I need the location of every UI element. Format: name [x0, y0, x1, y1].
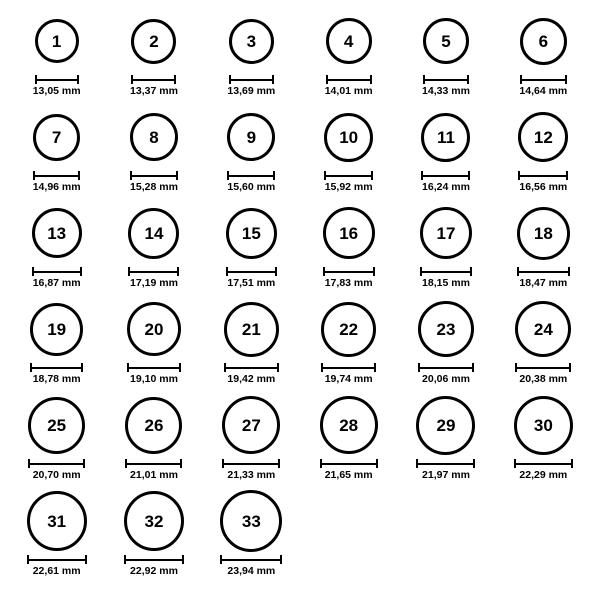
measure-tick-left: [227, 171, 229, 180]
measure-tick-right: [371, 171, 373, 180]
ring-diameter-label: 19,74 mm: [324, 373, 373, 385]
measure-bar-icon: [514, 459, 573, 468]
ring-circle-icon: [222, 396, 280, 454]
ring-diameter-label: 19,42 mm: [227, 373, 276, 385]
measure-line: [35, 79, 79, 81]
ring-circle-wrapper: [224, 298, 279, 360]
measure-line: [226, 271, 277, 273]
measure-tick-left: [416, 459, 418, 468]
measure-bar-icon: [30, 363, 83, 372]
ring-circle-wrapper: [418, 298, 474, 360]
measure-tick-right: [177, 267, 179, 276]
ring-circle-icon: [326, 18, 372, 64]
measure-tick-left: [518, 171, 520, 180]
ring-diameter-label: 17,19 mm: [130, 277, 178, 289]
measure-line: [33, 175, 80, 177]
measure-tick-right: [467, 75, 469, 84]
ring-circle-wrapper: [518, 106, 568, 168]
measure-bar-icon: [224, 363, 279, 372]
ring-circle-wrapper: [421, 106, 470, 168]
ring-circle-wrapper: [35, 10, 79, 72]
ring-circle-icon: [514, 396, 573, 455]
measure-tick-right: [473, 459, 475, 468]
measure-tick-right: [376, 459, 378, 468]
ring-circle-icon: [32, 208, 82, 258]
ring-circle-icon: [224, 302, 279, 357]
ring-size-label: 10: [339, 127, 359, 147]
ring-size-cell: [8, 298, 105, 394]
ring-circle-icon: [518, 112, 568, 162]
ring-size-label: 11: [436, 127, 455, 147]
measure-tick-right: [176, 171, 178, 180]
ring-diameter-label: 19,10 mm: [130, 373, 178, 385]
measure-tick-left: [224, 363, 226, 372]
ring-circle-wrapper: [323, 202, 375, 264]
measure-bar-icon: [222, 459, 280, 468]
measure-line: [518, 175, 568, 177]
measure-bar-icon: [127, 363, 181, 372]
measure-line: [32, 271, 82, 273]
measure-bar-icon: [323, 267, 375, 276]
ring-circle-icon: [125, 397, 182, 454]
ring-circle-icon: [416, 396, 475, 455]
measure-tick-right: [373, 267, 375, 276]
measure-tick-left: [421, 171, 423, 180]
measure-tick-left: [125, 459, 127, 468]
measure-line: [229, 79, 274, 81]
ring-circle-wrapper: [27, 490, 87, 552]
measure-tick-left: [321, 363, 323, 372]
measure-bar-icon: [226, 267, 277, 276]
measure-line: [320, 463, 378, 465]
measure-line: [418, 367, 474, 369]
measure-line: [321, 367, 376, 369]
ring-size-label: 26: [144, 415, 164, 435]
ring-diameter-label: 22,29 mm: [519, 469, 568, 481]
ring-size-label: 15: [241, 223, 261, 243]
measure-line: [520, 79, 567, 81]
measure-tick-left: [420, 267, 422, 276]
ring-size-cell: [8, 106, 105, 202]
measure-bar-icon: [520, 75, 567, 84]
ring-size-cell: [300, 394, 397, 490]
measure-line: [514, 463, 573, 465]
measure-tick-right: [565, 75, 567, 84]
ring-circle-icon: [517, 207, 570, 260]
measure-tick-left: [128, 267, 130, 276]
measure-bar-icon: [518, 171, 568, 180]
measure-bar-icon: [33, 171, 80, 180]
ring-diameter-label: 20,06 mm: [422, 373, 470, 385]
measure-bar-icon: [125, 459, 182, 468]
measure-line: [420, 271, 472, 273]
ring-diameter-label: 18,15 mm: [422, 277, 470, 289]
measure-line: [30, 367, 83, 369]
ring-circle-icon: [128, 208, 179, 259]
measure-tick-left: [220, 555, 222, 564]
measure-tick-right: [568, 267, 570, 276]
ring-circle-wrapper: [33, 106, 80, 168]
ring-circle-wrapper: [28, 394, 85, 456]
measure-tick-left: [515, 363, 517, 372]
ring-circle-icon: [227, 113, 275, 161]
measure-tick-left: [323, 267, 325, 276]
ring-circle-wrapper: [128, 202, 179, 264]
ring-size-label: 33: [241, 511, 261, 531]
measure-tick-right: [77, 75, 79, 84]
measure-bar-icon: [416, 459, 475, 468]
ring-size-label: 27: [241, 415, 261, 435]
ring-circle-wrapper: [420, 202, 472, 264]
measure-tick-right: [182, 555, 184, 564]
ring-size-label: 9: [246, 127, 257, 147]
measure-tick-left: [27, 555, 29, 564]
ring-circle-icon: [421, 113, 470, 162]
ring-circle-wrapper: [227, 106, 275, 168]
measure-bar-icon: [326, 75, 372, 84]
ring-size-cell: [300, 202, 397, 298]
measure-line: [416, 463, 475, 465]
measure-line: [326, 79, 372, 81]
ring-circle-icon: [420, 207, 472, 259]
measure-line: [128, 271, 179, 273]
ring-size-label: 20: [144, 319, 164, 339]
measure-line: [323, 271, 375, 273]
measure-tick-left: [32, 267, 34, 276]
ring-size-label: 7: [51, 127, 62, 147]
ring-size-cell: [105, 106, 202, 202]
ring-diameter-label: 22,61 mm: [32, 565, 81, 577]
ring-circle-icon: [33, 114, 80, 161]
measure-tick-left: [35, 75, 37, 84]
ring-circle-wrapper: [515, 298, 571, 360]
measure-line: [127, 367, 181, 369]
measure-tick-right: [571, 459, 573, 468]
ring-circle-wrapper: [130, 106, 178, 168]
ring-size-label: 21: [241, 319, 261, 339]
ring-circle-wrapper: [326, 10, 372, 72]
measure-line: [124, 559, 184, 561]
ring-diameter-label: 21,97 mm: [422, 469, 470, 481]
ring-size-cell: [203, 490, 300, 586]
ring-size-cell: [300, 106, 397, 202]
ring-size-cell: [495, 10, 592, 106]
ring-size-cell: [8, 202, 105, 298]
measure-tick-left: [226, 267, 228, 276]
ring-size-label: 18: [533, 223, 553, 243]
ring-circle-icon: [323, 207, 375, 259]
ring-size-label: 14: [144, 223, 164, 243]
ring-diameter-label: 13,37 mm: [130, 85, 178, 97]
measure-bar-icon: [131, 75, 176, 84]
measure-bar-icon: [229, 75, 274, 84]
measure-line: [131, 79, 176, 81]
measure-bar-icon: [124, 555, 184, 564]
ring-diameter-label: 14,01 mm: [324, 85, 373, 97]
ring-circle-wrapper: [124, 490, 184, 552]
measure-tick-right: [468, 171, 470, 180]
ring-diameter-label: 15,28 mm: [130, 181, 178, 193]
ring-size-label: 22: [339, 319, 359, 339]
ring-circle-icon: [131, 19, 176, 64]
ring-circle-icon: [220, 490, 282, 552]
measure-line: [421, 175, 470, 177]
ring-size-cell: [203, 202, 300, 298]
ring-diameter-label: 14,96 mm: [32, 181, 81, 193]
ring-size-grid: [8, 10, 592, 586]
ring-circle-wrapper: [517, 202, 570, 264]
measure-bar-icon: [128, 267, 179, 276]
ring-circle-wrapper: [30, 298, 83, 360]
measure-line: [517, 271, 570, 273]
measure-tick-left: [517, 267, 519, 276]
ring-size-cell: [495, 298, 592, 394]
measure-tick-left: [30, 363, 32, 372]
ring-size-cell: [8, 490, 105, 586]
measure-tick-left: [124, 555, 126, 564]
ring-size-label: 13: [47, 223, 67, 243]
measure-tick-right: [85, 555, 87, 564]
ring-size-label: 16: [339, 223, 359, 243]
ring-circle-icon: [515, 301, 571, 357]
measure-tick-left: [514, 459, 516, 468]
ring-diameter-label: 16,56 mm: [519, 181, 568, 193]
ring-circle-icon: [320, 396, 378, 454]
measure-bar-icon: [321, 363, 376, 372]
ring-size-cell: [105, 394, 202, 490]
measure-line: [222, 463, 280, 465]
measure-tick-left: [28, 459, 30, 468]
measure-line: [224, 367, 279, 369]
ring-size-label: 2: [149, 31, 159, 51]
measure-tick-right: [273, 171, 275, 180]
measure-bar-icon: [515, 363, 571, 372]
ring-size-cell: [397, 10, 494, 106]
ring-size-label: 25: [47, 415, 67, 435]
measure-bar-icon: [421, 171, 470, 180]
measure-tick-left: [320, 459, 322, 468]
ring-circle-wrapper: [423, 10, 469, 72]
ring-diameter-label: 15,92 mm: [324, 181, 373, 193]
ring-circle-icon: [35, 19, 79, 63]
ring-diameter-label: 21,01 mm: [130, 469, 178, 481]
measure-tick-right: [174, 75, 176, 84]
ring-circle-wrapper: [520, 10, 567, 72]
ring-size-label: 8: [149, 127, 159, 147]
measure-bar-icon: [517, 267, 570, 276]
measure-tick-right: [278, 459, 280, 468]
measure-bar-icon: [227, 171, 275, 180]
measure-tick-right: [275, 267, 277, 276]
measure-tick-left: [326, 75, 328, 84]
measure-tick-right: [566, 171, 568, 180]
ring-size-cell: [8, 10, 105, 106]
ring-size-cell: [300, 10, 397, 106]
ring-size-label: 5: [441, 31, 451, 51]
ring-size-cell: [203, 298, 300, 394]
ring-circle-icon: [520, 18, 567, 65]
ring-circle-wrapper: [125, 394, 182, 456]
ring-size-cell: [397, 298, 494, 394]
ring-size-label: 31: [47, 511, 67, 531]
ring-circle-icon: [130, 113, 178, 161]
ring-circle-wrapper: [32, 202, 82, 264]
ring-size-cell: [397, 394, 494, 490]
measure-tick-right: [374, 363, 376, 372]
measure-tick-right: [179, 363, 181, 372]
measure-bar-icon: [324, 171, 373, 180]
ring-circle-wrapper: [222, 394, 280, 456]
measure-line: [227, 175, 275, 177]
ring-circle-wrapper: [131, 10, 176, 72]
ring-circle-wrapper: [320, 394, 378, 456]
measure-tick-right: [80, 267, 82, 276]
ring-diameter-label: 21,33 mm: [227, 469, 276, 481]
measure-bar-icon: [130, 171, 178, 180]
ring-size-cell: [105, 202, 202, 298]
ring-diameter-label: 22,92 mm: [130, 565, 178, 577]
ring-size-cell: [8, 394, 105, 490]
ring-circle-icon: [28, 397, 85, 454]
ring-circle-wrapper: [514, 394, 573, 456]
ring-size-label: 28: [339, 415, 359, 435]
ring-size-label: 4: [343, 31, 354, 51]
ring-diameter-label: 14,64 mm: [519, 85, 568, 97]
measure-tick-left: [127, 363, 129, 372]
measure-tick-right: [280, 555, 282, 564]
measure-tick-left: [418, 363, 420, 372]
ring-size-cell: [105, 490, 202, 586]
ring-size-label: 12: [533, 127, 553, 147]
measure-tick-right: [78, 171, 80, 180]
ring-size-cell: [203, 10, 300, 106]
ring-diameter-label: 16,87 mm: [32, 277, 81, 289]
measure-tick-right: [180, 459, 182, 468]
measure-line: [515, 367, 571, 369]
ring-diameter-label: 14,33 mm: [422, 85, 470, 97]
measure-tick-left: [222, 459, 224, 468]
measure-bar-icon: [418, 363, 474, 372]
ring-circle-wrapper: [324, 106, 373, 168]
ring-circle-wrapper: [127, 298, 181, 360]
ring-size-cell: [397, 202, 494, 298]
measure-line: [125, 463, 182, 465]
measure-tick-left: [130, 171, 132, 180]
ring-circle-wrapper: [229, 10, 274, 72]
ring-size-label: 19: [47, 319, 67, 339]
ring-size-cell: [105, 298, 202, 394]
ring-size-cell: [203, 394, 300, 490]
ring-size-cell: [495, 106, 592, 202]
ring-diameter-label: 20,70 mm: [32, 469, 81, 481]
ring-circle-icon: [127, 302, 181, 356]
measure-tick-left: [229, 75, 231, 84]
measure-tick-right: [370, 75, 372, 84]
measure-line: [324, 175, 373, 177]
ring-diameter-label: 23,94 mm: [227, 565, 276, 577]
measure-line: [130, 175, 178, 177]
ring-diameter-label: 16,24 mm: [422, 181, 470, 193]
ring-size-label: 17: [436, 223, 456, 243]
ring-size-cell: [495, 202, 592, 298]
measure-tick-right: [470, 267, 472, 276]
ring-circle-wrapper: [220, 490, 282, 552]
ring-circle-icon: [229, 19, 274, 64]
ring-circle-wrapper: [321, 298, 376, 360]
ring-circle-icon: [30, 303, 83, 356]
ring-diameter-label: 18,78 mm: [32, 373, 81, 385]
ring-diameter-label: 21,65 mm: [324, 469, 373, 481]
measure-line: [423, 79, 469, 81]
measure-bar-icon: [423, 75, 469, 84]
ring-size-label: 23: [436, 319, 456, 339]
measure-tick-right: [472, 363, 474, 372]
ring-diameter-label: 15,60 mm: [227, 181, 276, 193]
measure-bar-icon: [35, 75, 79, 84]
measure-tick-left: [324, 171, 326, 180]
ring-circle-icon: [423, 18, 469, 64]
ring-size-cell: [397, 106, 494, 202]
ring-circle-wrapper: [226, 202, 277, 264]
measure-tick-right: [83, 459, 85, 468]
measure-tick-left: [33, 171, 35, 180]
measure-bar-icon: [28, 459, 85, 468]
ring-size-label: 1: [51, 31, 62, 51]
ring-circle-icon: [418, 301, 474, 357]
ring-circle-icon: [321, 302, 376, 357]
ring-diameter-label: 17,83 mm: [324, 277, 373, 289]
ring-diameter-label: 18,47 mm: [519, 277, 568, 289]
measure-line: [28, 463, 85, 465]
measure-bar-icon: [32, 267, 82, 276]
ring-circle-icon: [226, 208, 277, 259]
ring-size-cell: [300, 298, 397, 394]
measure-tick-right: [81, 363, 83, 372]
ring-size-label: 6: [538, 31, 549, 51]
measure-bar-icon: [320, 459, 378, 468]
ring-size-label: 24: [533, 319, 553, 339]
measure-line: [220, 559, 282, 561]
ring-circle-icon: [27, 491, 87, 551]
ring-circle-icon: [124, 491, 184, 551]
ring-size-cell: [495, 394, 592, 490]
ring-diameter-label: 17,51 mm: [227, 277, 276, 289]
measure-tick-left: [520, 75, 522, 84]
measure-bar-icon: [420, 267, 472, 276]
measure-tick-left: [423, 75, 425, 84]
ring-circle-icon: [324, 113, 373, 162]
ring-size-cell: [105, 10, 202, 106]
ring-diameter-label: 13,69 mm: [227, 85, 276, 97]
measure-line: [27, 559, 87, 561]
ring-diameter-label: 20,38 mm: [519, 373, 568, 385]
ring-circle-wrapper: [416, 394, 475, 456]
measure-tick-right: [272, 75, 274, 84]
measure-tick-right: [277, 363, 279, 372]
ring-size-label: 29: [436, 415, 456, 435]
measure-tick-right: [569, 363, 571, 372]
ring-size-cell: [203, 106, 300, 202]
ring-size-label: 32: [144, 511, 164, 531]
ring-size-label: 30: [533, 415, 553, 435]
ring-size-label: 3: [246, 31, 257, 51]
measure-tick-left: [131, 75, 133, 84]
measure-bar-icon: [27, 555, 87, 564]
measure-bar-icon: [220, 555, 282, 564]
ring-diameter-label: 13,05 mm: [32, 85, 81, 97]
